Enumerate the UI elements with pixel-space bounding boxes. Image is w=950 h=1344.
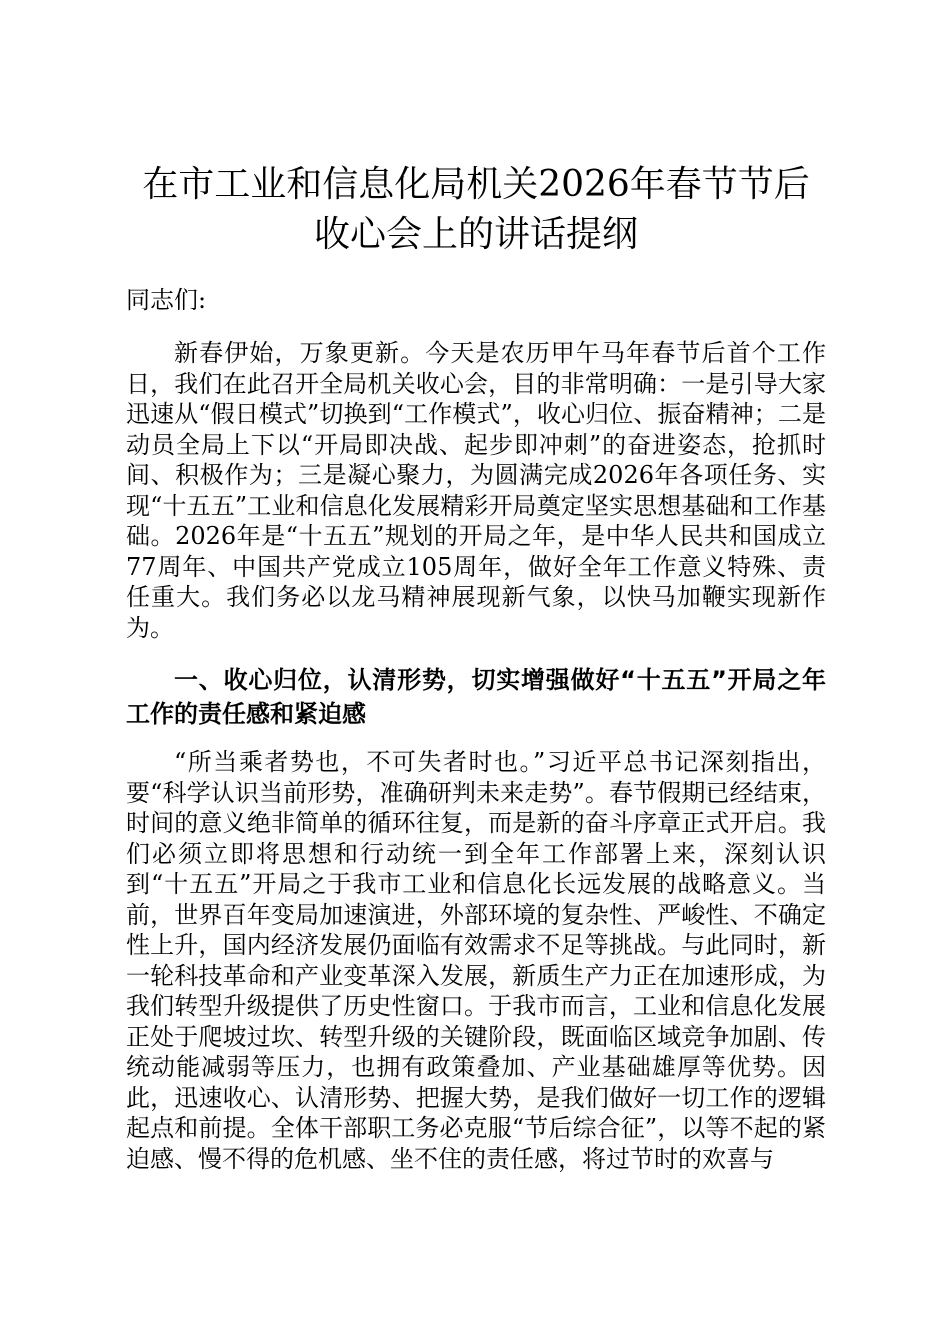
section-1-paragraph: “所当乘者势也，不可失者时也。”习近平总书记深刻指出，要“科学认识当前形势，准确研判未来走势”。春节假期已经结束，时间的意义绝非简单的循环往复，而是新的奋斗序章正式开启。我们必须立即将思想和行动统一到全年工作部署上来，深刻认识到“十五五”开局之于我市工业和信息化长远发展的战略意义。当前，世界百年变局加速演进，外部环境的复杂性、严峻性、不确定性上升，国内经济发展仍面临有效需求不足等挑战。与此同时，新一轮科技革命和产业变革深入发展，新质生产力正在加速形成，为我们转型升级提供了历史性窗口。于我市而言，工业和信息化发展正处于爬坡过坎、转型升级的关键阶段，既面临区域竞争加剧、传统动能减弱等压力，也拥有政策叠加、产业基础雄厚等优势。因此，迅速收心、认清形势、把握大势，是我们做好一切工作的逻辑起点和前提。全体干部职工务必克服“节后综合征”，以等不起的紧迫感、慢不得的危机感、坐不住的责任感，将过节时的欢喜与 [126, 748, 826, 1173]
intro-paragraph: 新春伊始，万象更新。今天是农历甲午马年春节后首个工作日，我们在此召开全局机关收心会，目的非常明确：一是引导大家迅速从“假日模式”切换到“工作模式”，收心归位、振奋精神；二是动员全局上下以“开局即决战、起步即冲刺”的奋进姿态，抢抓时间、积极作为；三是凝心聚力，为圆满完成2026年各项任务、实现“十五五”工业和信息化发展精彩开局奠定坚实思想基础和工作基础。2026年是“十五五”规划的开局之年，是中华人民共和国成立77周年、中国共产党成立105周年，做好全年工作意义特殊、责任重大。我们务必以龙马精神展现新气象，以快马加鞭实现新作为。 [126, 339, 826, 642]
document-title: 在市工业和信息化局机关2026年春节节后收心会上的讲话提纲 [142, 164, 810, 255]
salutation: 同志们: [126, 286, 207, 314]
section-heading-1: 一、收心归位，认清形势，切实增强做好“十五五”开局之年工作的责任感和紧迫感 [126, 666, 826, 728]
